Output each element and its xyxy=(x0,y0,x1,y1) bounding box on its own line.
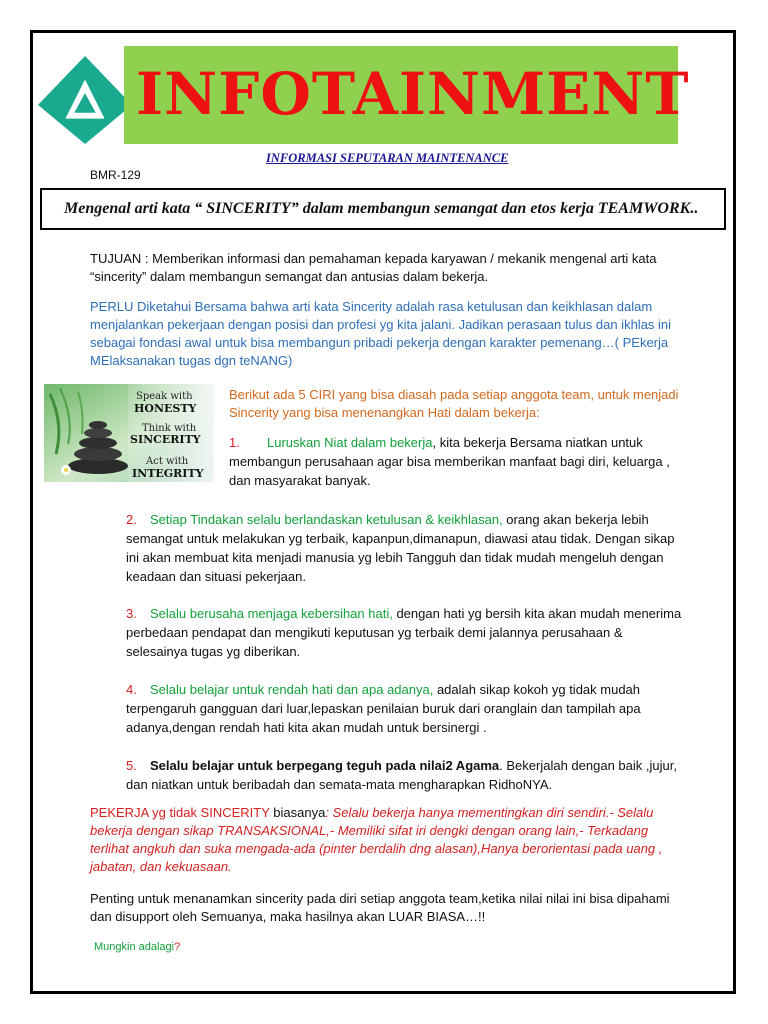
list-number: 2. xyxy=(126,512,137,527)
list-item-text: . Bekerjalah dengan baik ,jujur, dan niatkan untuk beribadah dan semata-mata mengharapkan RidhoNYA. xyxy=(126,758,677,792)
list-item xyxy=(229,433,684,490)
closing-note xyxy=(94,938,180,956)
list-item xyxy=(126,604,686,661)
zen-stones-image xyxy=(44,384,214,482)
document-code: BMR-129 xyxy=(90,168,141,182)
list-item xyxy=(126,680,686,737)
non-sincere-worker-paragraph xyxy=(90,804,690,876)
image-text-line: Think with xyxy=(142,423,197,434)
image-text-line: INTEGRITY xyxy=(132,467,204,480)
closing-mark: ? xyxy=(174,941,181,953)
five-traits-intro: Berikut ada 5 CIRI yang bisa diasah pada setiap anggota team, untuk menjadi Sincerity yang bisa menenangkan Hati dalam bekerja: xyxy=(229,387,679,420)
company-logo xyxy=(36,54,134,146)
list-item-title: Selalu belajar untuk rendah hati dan apa adanya, xyxy=(150,682,434,697)
list-item-title: Setiap Tindakan selalu berlandaskan ketulusan & keikhlasan, xyxy=(150,512,503,527)
list-item xyxy=(126,756,686,794)
intro-paragraph: PERLU Diketahui Bersama bahwa arti kata Sincerity adalah rasa ketulusan dan keikhlasan dalam menjalankan pekerjaan dengan posisi dan profesi yg kita jalani. Jadikan perasaan tulus dan ikhlas ini sebagai fondasi awal untuk bisa membangun pribadi pekerja dengan karakter pemenang…( PEkerja MElaksanakan tugas dgn teNANG) xyxy=(90,299,672,368)
list-number: 4. xyxy=(126,682,137,697)
page-title: INFOTAINMENT xyxy=(136,60,690,128)
list-number: 3. xyxy=(126,606,137,621)
list-item-text: kita bekerja Bersama niatkan untuk membangun perusahaan agar bisa memberikan manfaat bagi diri, keluarga , dan masyarakat banyak. xyxy=(229,435,670,488)
list-item-text: orang akan bekerja lebih semangat untuk melakukan yg terbaik, kapanpun,dimanapun, diawasi atau tidak. Dengan sikap ini akan membuat kita menjadi manusia yg lebih Tangguh dan tidak mudah mengeluh dengan keadaan dan situasi pekerjaan. xyxy=(126,512,675,584)
list-item-title: Selalu belajar untuk berpegang teguh pada nilai2 Agama xyxy=(150,758,500,773)
list-item-title: Selalu berusaha menjaga kebersihan hati, xyxy=(150,606,393,621)
conclusion-paragraph: Penting untuk menanamkan sincerity pada diri setiap anggota team,ketika nilai nilai ini bisa dipahami dan disupport oleh Semuanya, maka hasilnya akan LUAR BIASA…!! xyxy=(90,891,670,924)
list-item-separator: , xyxy=(432,435,437,450)
image-text-line: Speak with xyxy=(136,391,193,402)
image-text-line: HONESTY xyxy=(134,402,197,415)
non-sincere-lead: PEKERJA yg tidak SINCERITY xyxy=(90,805,270,820)
non-sincere-traits: : Selalu bekerja hanya mementingkan diri sendiri.- Selalu bekerja dengan sikap TRANSAKSIONAL,- Memiliki sifat iri dengki dengan orang lain,- Terkadang terlihat angkuh dan suka mengada-ada (pinter berdalih dng alasan),Hanya berorientasi pada uang , jabatan, dan kekuasaan. xyxy=(90,805,663,874)
list-item xyxy=(126,510,686,586)
list-number: 5. xyxy=(126,758,137,773)
list-item-title: Luruskan Niat dalam bekerja xyxy=(267,435,433,450)
list-item-text: adalah sikap kokoh yg tidak mudah terpengaruh gangguan dari luar,lepaskan penilaian buruk dari oranglain dan tampilah apa adanya,dengan rendah hati kita akan mudah untuk bersinergi . xyxy=(126,682,641,735)
image-text-line: Act with xyxy=(146,456,189,467)
page-subtitle: INFORMASI SEPUTARAN MAINTENANCE xyxy=(266,151,509,165)
list-item-text: dengan hati yg bersih kita akan mudah menerima perbedaan pendapat dan mengikuti keputusan yg terbaik demi jalannya perusahaan & selesainya tugas yg diberikan. xyxy=(126,606,682,659)
non-sincere-connector: biasanya xyxy=(269,805,326,820)
list-number: 1. xyxy=(229,435,240,450)
purpose-paragraph: TUJUAN : Memberikan informasi dan pemahaman kepada karyawan / mekanik mengenal arti kata “sincerity” dalam membangun semangat dan antusias dalam bekerja. xyxy=(90,251,657,284)
article-heading: Mengenal arti kata “ SINCERITY” dalam membangun semangat dan etos kerja TEAMWORK.. xyxy=(40,188,726,230)
image-text-line: SINCERITY xyxy=(130,433,201,446)
closing-text: Mungkin adalagi xyxy=(94,941,175,953)
